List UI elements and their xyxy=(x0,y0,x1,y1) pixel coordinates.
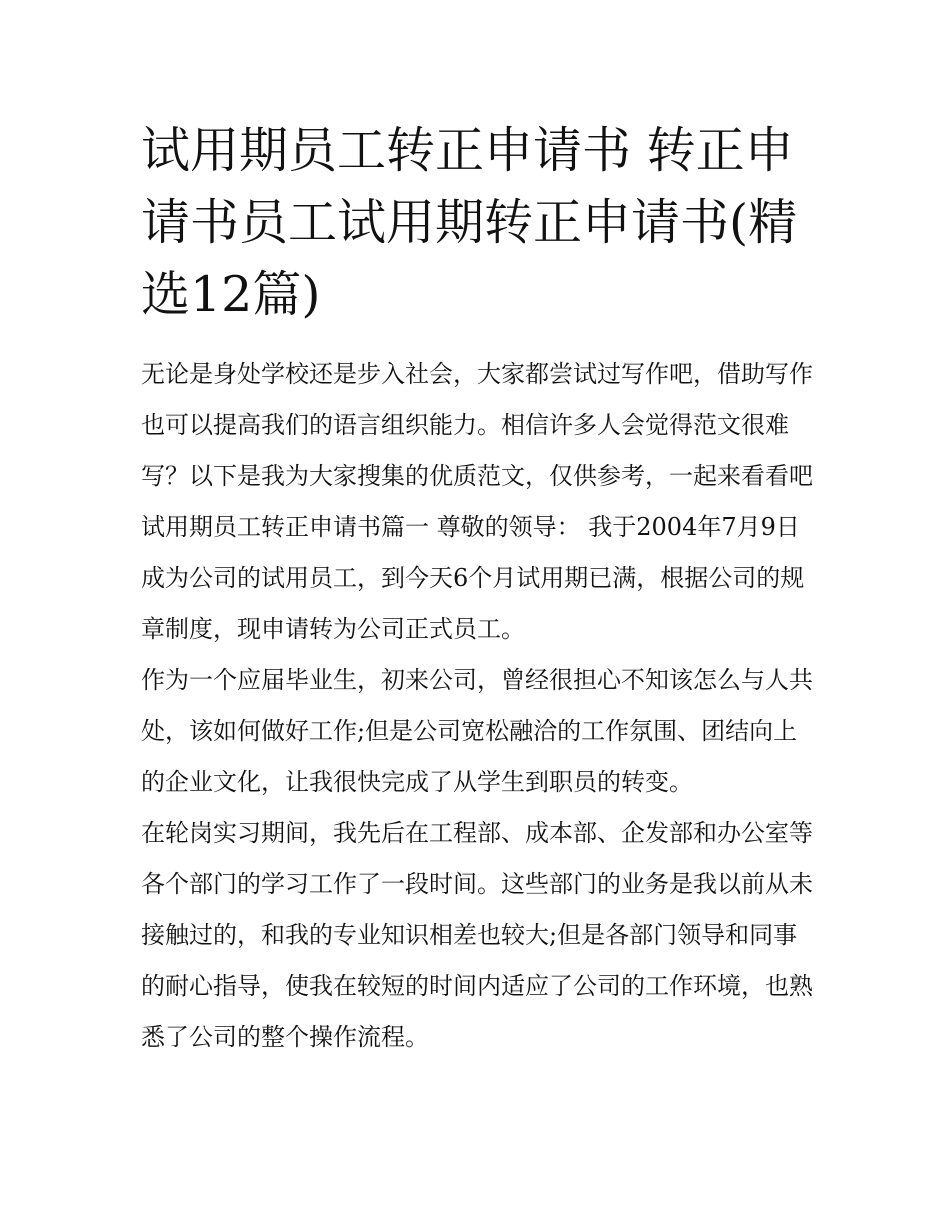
paragraph-3: 在轮岗实习期间，我先后在工程部、成本部、企发部和办公室等各个部门的学习工作了一段时间。这些部门的业务是我以前从未接触过的，和我的专业知识相差也较大;但是各部门领导和同事的耐心指导，使我在较短的时间内适应了公司的工作环境，也熟悉了公司的整个操作流程。 xyxy=(141,819,813,1051)
document-content xyxy=(141,115,813,1063)
document-body xyxy=(141,349,813,1063)
paragraph-intro: 无论是身处学校还是步入社会，大家都尝试过写作吧，借助写作也可以提高我们的语言组织能力。相信许多人会觉得范文很难写？以下是我为大家搜集的优质范文，仅供参考，一起来看看吧 xyxy=(141,360,813,490)
paragraph-2: 作为一个应届毕业生，初来公司，曾经很担心不知该怎么与人共处，该如何做好工作;但是公司宽松融洽的工作氛围、团结向上的企业文化，让我很快完成了从学生到职员的转变。 xyxy=(141,666,813,796)
document-title: 试用期员工转正申请书 转正申请书员工试用期转正申请书(精选12篇) xyxy=(141,122,798,323)
paragraph-1: 试用期员工转正申请书篇一 尊敬的领导： 我于2004年7月9日成为公司的试用员工，到今天6个月试用期已满，根据公司的规章制度，现申请转为公司正式员工。 xyxy=(141,513,805,643)
